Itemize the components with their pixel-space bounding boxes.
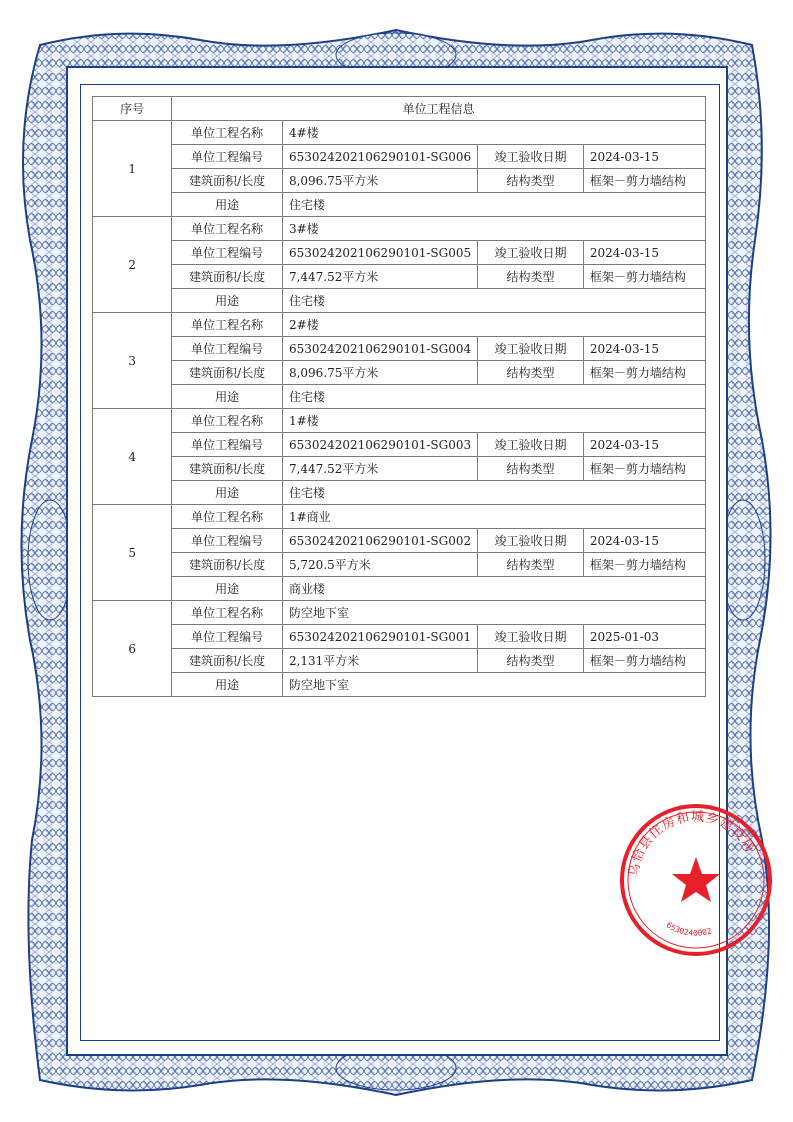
value-completion-date: 2024-03-15	[583, 337, 705, 361]
value-code: 653024202106290101-SG001	[282, 625, 477, 649]
label-structure: 结构类型	[478, 361, 584, 385]
value-use: 住宅楼	[282, 193, 705, 217]
table-row	[93, 553, 706, 577]
value-structure: 框架－剪力墙结构	[583, 649, 705, 673]
label-area: 建筑面积/长度	[172, 457, 283, 481]
label-structure: 结构类型	[478, 649, 584, 673]
table-row	[93, 649, 706, 673]
row-index: 1	[93, 121, 172, 217]
unit-project-info-table	[92, 96, 706, 697]
value-name: 1#楼	[282, 409, 705, 433]
label-structure: 结构类型	[478, 457, 584, 481]
table-row	[93, 409, 706, 433]
table-body	[93, 121, 706, 697]
value-area: 7,447.52平方米	[282, 457, 477, 481]
value-area: 8,096.75平方米	[282, 361, 477, 385]
row-index: 6	[93, 601, 172, 697]
table-row	[93, 361, 706, 385]
label-use: 用途	[172, 481, 283, 505]
table-row	[93, 481, 706, 505]
table-row	[93, 433, 706, 457]
table-row	[93, 505, 706, 529]
label-code: 单位工程编号	[172, 529, 283, 553]
table-row	[93, 673, 706, 697]
label-structure: 结构类型	[478, 553, 584, 577]
label-structure: 结构类型	[478, 169, 584, 193]
value-name: 2#楼	[282, 313, 705, 337]
table-row	[93, 193, 706, 217]
label-name: 单位工程名称	[172, 505, 283, 529]
value-code: 653024202106290101-SG003	[282, 433, 477, 457]
label-use: 用途	[172, 577, 283, 601]
value-use: 防空地下室	[282, 673, 705, 697]
value-completion-date: 2024-03-15	[583, 433, 705, 457]
value-area: 8,096.75平方米	[282, 169, 477, 193]
label-name: 单位工程名称	[172, 601, 283, 625]
label-completion-date: 竣工验收日期	[478, 337, 584, 361]
table-row	[93, 457, 706, 481]
seal-text: 乌恰县住房和城乡建设局	[626, 809, 758, 878]
label-use: 用途	[172, 385, 283, 409]
table-header-row	[93, 97, 706, 121]
label-area: 建筑面积/长度	[172, 361, 283, 385]
value-use: 住宅楼	[282, 289, 705, 313]
table-row	[93, 601, 706, 625]
row-index: 5	[93, 505, 172, 601]
value-code: 653024202106290101-SG006	[282, 145, 477, 169]
label-completion-date: 竣工验收日期	[478, 625, 584, 649]
value-area: 5,720.5平方米	[282, 553, 477, 577]
label-completion-date: 竣工验收日期	[478, 145, 584, 169]
label-code: 单位工程编号	[172, 145, 283, 169]
label-area: 建筑面积/长度	[172, 649, 283, 673]
value-structure: 框架－剪力墙结构	[583, 265, 705, 289]
table-row	[93, 169, 706, 193]
value-name: 4#楼	[282, 121, 705, 145]
label-completion-date: 竣工验收日期	[478, 433, 584, 457]
row-index: 2	[93, 217, 172, 313]
label-name: 单位工程名称	[172, 409, 283, 433]
table-row	[93, 241, 706, 265]
value-completion-date: 2024-03-15	[583, 145, 705, 169]
table-row	[93, 577, 706, 601]
official-seal	[618, 802, 774, 958]
label-code: 单位工程编号	[172, 625, 283, 649]
label-name: 单位工程名称	[172, 121, 283, 145]
svg-text:6530240002	[665, 920, 713, 937]
table-row	[93, 121, 706, 145]
row-index: 3	[93, 313, 172, 409]
value-code: 653024202106290101-SG004	[282, 337, 477, 361]
value-code: 653024202106290101-SG005	[282, 241, 477, 265]
value-use: 商业楼	[282, 577, 705, 601]
value-code: 653024202106290101-SG002	[282, 529, 477, 553]
value-structure: 框架－剪力墙结构	[583, 361, 705, 385]
label-area: 建筑面积/长度	[172, 553, 283, 577]
seal-number: 6530240002	[664, 920, 713, 938]
label-code: 单位工程编号	[172, 337, 283, 361]
value-use: 住宅楼	[282, 385, 705, 409]
label-code: 单位工程编号	[172, 433, 283, 457]
label-area: 建筑面积/长度	[172, 169, 283, 193]
seal-star-icon	[672, 857, 720, 902]
table-row	[93, 625, 706, 649]
value-area: 7,447.52平方米	[282, 265, 477, 289]
value-structure: 框架－剪力墙结构	[583, 457, 705, 481]
row-index: 4	[93, 409, 172, 505]
label-completion-date: 竣工验收日期	[478, 529, 584, 553]
table-row	[93, 265, 706, 289]
value-area: 2,131平方米	[282, 649, 477, 673]
value-structure: 框架－剪力墙结构	[583, 169, 705, 193]
header-index: 序号	[93, 97, 172, 121]
label-structure: 结构类型	[478, 265, 584, 289]
label-use: 用途	[172, 673, 283, 697]
value-name: 1#商业	[282, 505, 705, 529]
label-use: 用途	[172, 193, 283, 217]
table-row	[93, 145, 706, 169]
label-completion-date: 竣工验收日期	[478, 241, 584, 265]
table-row	[93, 289, 706, 313]
table-row	[93, 529, 706, 553]
label-area: 建筑面积/长度	[172, 265, 283, 289]
header-info: 单位工程信息	[172, 97, 706, 121]
label-name: 单位工程名称	[172, 313, 283, 337]
label-code: 单位工程编号	[172, 241, 283, 265]
value-completion-date: 2024-03-15	[583, 529, 705, 553]
table-row	[93, 385, 706, 409]
table-row	[93, 337, 706, 361]
label-use: 用途	[172, 289, 283, 313]
value-name: 3#楼	[282, 217, 705, 241]
value-structure: 框架－剪力墙结构	[583, 553, 705, 577]
value-completion-date: 2025-01-03	[583, 625, 705, 649]
label-name: 单位工程名称	[172, 217, 283, 241]
value-completion-date: 2024-03-15	[583, 241, 705, 265]
table-row	[93, 313, 706, 337]
value-name: 防空地下室	[282, 601, 705, 625]
value-use: 住宅楼	[282, 481, 705, 505]
table-row	[93, 217, 706, 241]
